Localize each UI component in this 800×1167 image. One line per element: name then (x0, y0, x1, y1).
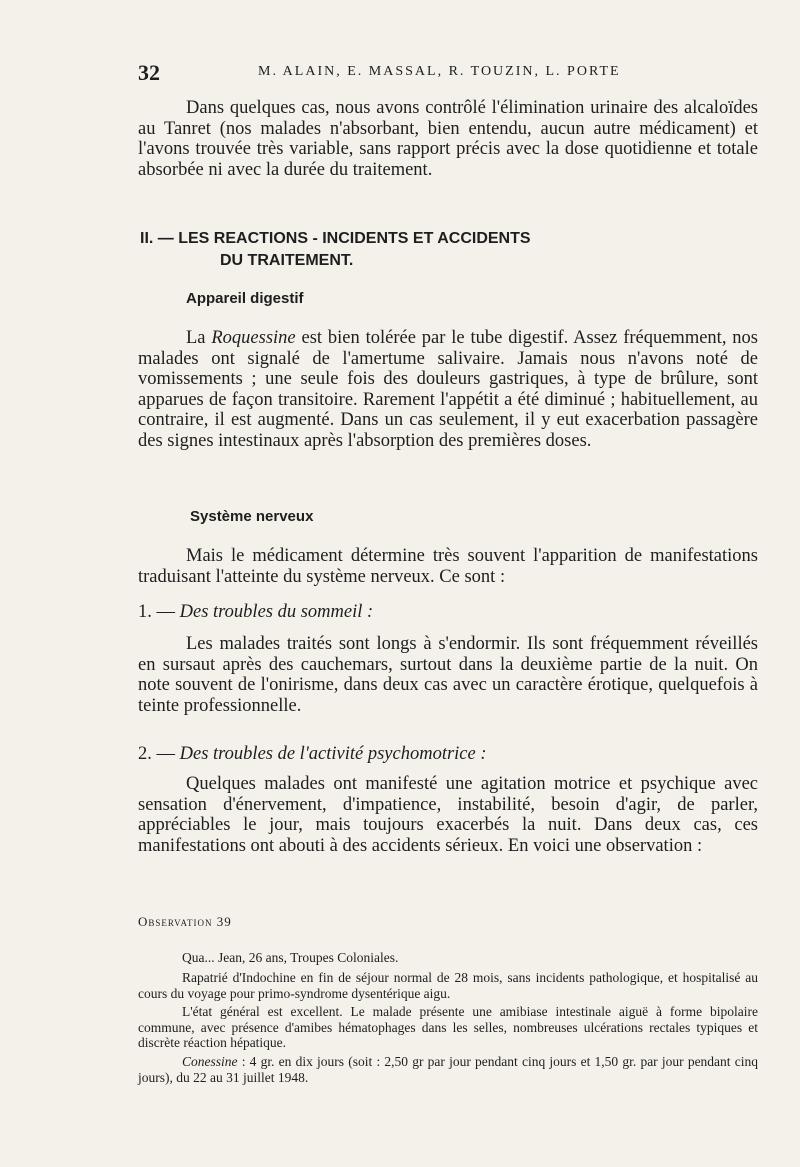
running-head: M. ALAIN, E. MASSAL, R. TOUZIN, L. PORTE (258, 64, 621, 79)
item1-title: Des troubles du sommeil : (179, 602, 374, 622)
observation-history: Rapatrié d'Indochine en fin de séjour normal de 28 mois, sans incidents pathologique, et hospitalisé au cours du voyage pour primo-syndrome dysentérique aigu. (138, 970, 758, 1001)
treatment-text: : 4 gr. en dix jours (soit : 2,50 gr par jour pendant cinq jours et 1,50 gr. par jour pendant cinq jours), du 22 au 31 juillet 1948. (138, 1054, 758, 1085)
item1-number: 1. — (138, 602, 175, 622)
treatment-drug: Conessine (182, 1054, 238, 1069)
digestif-text: La Roquessine est bien tolérée par le tube digestif. Assez fréquemment, nos malades ont signalé de l'amertume salivaire. Jamais nous n'avons noté de vomissements ; une seule fois des douleurs gastriques, à type de brûlure, sont apparues de façon transitoire. Rarement l'appétit a été diminué ; habituellement, au contraire, il est augmenté. Dans un cas seulement, il y eut exacerbation passagère des signes intestinaux après l'absorption des premières doses. (138, 328, 758, 451)
observation-treatment (138, 1054, 758, 1085)
sommeil-paragraph: Les malades traités sont longs à s'endormir. Ils sont fréquemment réveillés en sursaut après des cauchemars, surtout dans la deuxième partie de la nuit. On note souvent de l'onirisme, dans deux cas avec un caractère érotique, quelquefois à teinte professionnelle. (138, 634, 758, 716)
nerveux-paragraph: Mais le médicament détermine très souvent l'apparition de manifestations traduisant l'atteinte du système nerveux. Ce sont : (138, 546, 758, 587)
section-title (140, 228, 531, 272)
item-heading-psychomotrice (138, 744, 487, 765)
page-number: 32 (138, 60, 160, 85)
observation-patient: Qua... Jean, 26 ans, Troupes Coloniales. (182, 950, 399, 965)
digestif-paragraph (138, 328, 758, 451)
intro-paragraph: Dans quelques cas, nous avons contrôlé l'élimination urinaire des alcaloïdes au Tanret (nos malades n'absorbant, bien entendu, aucun autre médicament) et l'avons trouvée très variable, sans rapport précis avec la dose quotidienne et totale absorbée ni avec la durée du traitement. (138, 98, 758, 180)
subheading-digestif: Appareil digestif (186, 290, 304, 307)
subheading-nerveux: Système nerveux (190, 508, 314, 525)
section-title-line1: II. — LES REACTIONS - INCIDENTS ET ACCIDENTS (140, 230, 531, 247)
section-title-line2: DU TRAITEMENT. (220, 252, 354, 269)
observation-state: L'état général est excellent. Le malade présente une amibiase intestinale aiguë à forme bipolaire commune, avec présence d'amibes hématophages dans les selles, nombreuses ulcérations rectales typiques et discrète réaction hépatique. (138, 1004, 758, 1050)
drug-name: Roquessine (211, 328, 296, 348)
item2-number: 2. — (138, 744, 175, 764)
psychomotrice-paragraph: Quelques malades ont manifesté une agitation motrice et psychique avec sensation d'énervement, d'impatience, instabilité, besoin d'agir, de parler, appréciables le jour, mais toujours exacerbés la nuit. Dans deux cas, ces manifestations ont abouti à des accidents sérieux. En voici une observation : (138, 774, 758, 856)
observation-title: Observation 39 (138, 914, 232, 929)
page-header (138, 60, 758, 84)
item2-title: Des troubles de l'activité psychomotrice : (179, 744, 487, 764)
item-heading-sommeil (138, 602, 373, 623)
